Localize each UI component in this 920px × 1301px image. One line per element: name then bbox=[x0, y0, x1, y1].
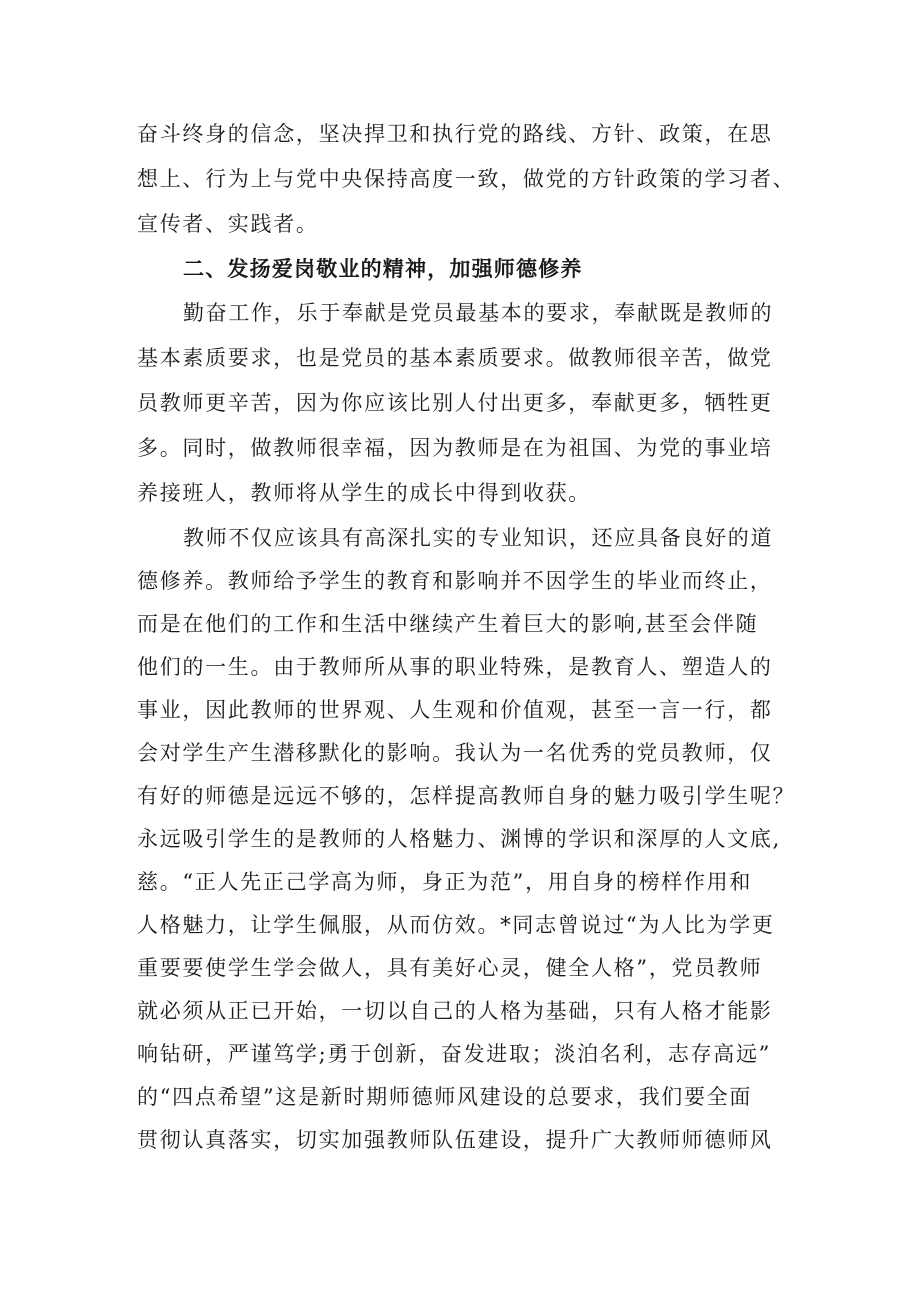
paragraph-line: 有好的师德是远远不够的，怎样提高教师自身的魅力吸引学生呢？ bbox=[137, 784, 796, 808]
paragraph-line: 奋斗终身的信念，坚决捍卫和执行党的路线、方针、政策，在思 bbox=[137, 122, 773, 146]
paragraph-line: 多。同时，做教师很幸福，因为教师是在为祖国、为党的事业培 bbox=[137, 436, 773, 460]
paragraph-line: 教师不仅应该具有高深扎实的专业知识，还应具备良好的道 bbox=[183, 526, 774, 550]
paragraph-line: 养接班人，教师将从学生的成长中得到收获。 bbox=[137, 481, 591, 505]
paragraph-line: 而是在他们的工作和生活中继续产生着巨大的影响,甚至会伴随 bbox=[137, 612, 759, 636]
paragraph-line: 基本素质要求，也是党员的基本素质要求。做教师很辛苦，做党 bbox=[137, 346, 773, 370]
section-heading: 二、发扬爱岗敬业的精神，加强师德修养 bbox=[183, 257, 583, 281]
paragraph-line: 勤奋工作，乐于奉献是党员最基本的要求，奉献既是教师的 bbox=[183, 301, 774, 325]
paragraph-line: 他们的一生。由于教师所从事的职业特殊，是教育人、塑造人的 bbox=[137, 655, 773, 679]
paragraph-line: 人格魅力，让学生佩服，从而仿效。*同志曾说过“为人比为学更 bbox=[137, 913, 775, 937]
paragraph-line: 宣传者、实践者。 bbox=[137, 212, 319, 236]
paragraph-line: 响钻研，严谨笃学;勇于创新，奋发进取；淡泊名利，志存高远” bbox=[137, 1042, 772, 1066]
paragraph-line: 想上、行为上与党中央保持高度一致，做党的方针政策的学习者、 bbox=[137, 167, 796, 191]
paragraph-line: 会对学生产生潜移默化的影响。我认为一名优秀的党员教师，仅 bbox=[137, 741, 773, 765]
paragraph-line: 就必须从正已开始，一切以自己的人格为基础，只有人格才能影 bbox=[137, 999, 773, 1023]
paragraph-line: 贯彻认真落实，切实加强教师队伍建设，提升广大教师师德师风 bbox=[137, 1128, 773, 1152]
paragraph-line: 德修养。教师给予学生的教育和影响并不因学生的毕业而终止， bbox=[137, 569, 773, 593]
paragraph-line: 员教师更辛苦，因为你应该比别人付出更多，奉献更多，牺牲更 bbox=[137, 391, 773, 415]
paragraph-line: 慈。“正人先正己学高为师，身正为范”，用自身的榜样作用和 bbox=[137, 870, 753, 894]
paragraph-line: 重要要使学生学会做人，具有美好心灵，健全人格”，党员教师 bbox=[137, 956, 763, 980]
paragraph-line: 事业，因此教师的世界观、人生观和价值观，甚至一言一行，都 bbox=[137, 698, 773, 722]
paragraph-line: 永远吸引学生的是教师的人格魅力、渊博的学识和深厚的人文底, bbox=[137, 827, 781, 851]
paragraph-line: 的“四点希望”这是新时期师德师风建设的总要求，我们要全面 bbox=[137, 1085, 753, 1109]
